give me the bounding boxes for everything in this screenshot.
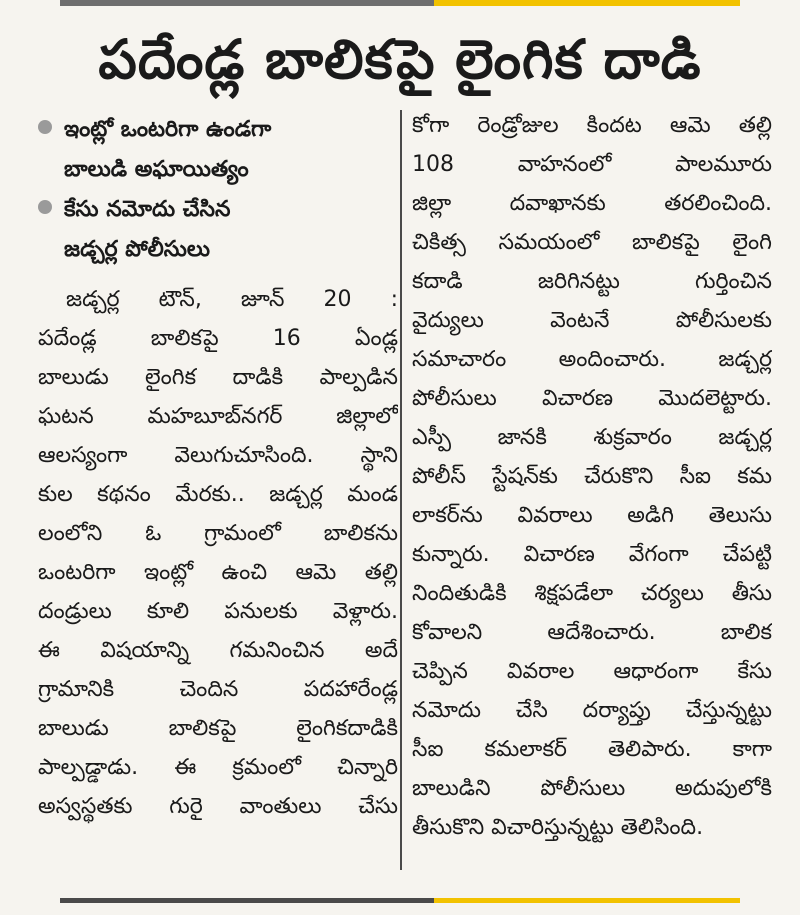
- bullet-dot-icon: [38, 120, 52, 134]
- body-line: జిల్లా దవాఖానకు తరలించింది.: [412, 191, 772, 216]
- body-line: పోలీస్ స్టేషన్‌కు చేరుకొని సీఐ కమ: [412, 464, 772, 489]
- body-line: కదాడి జరిగినట్టు గుర్తించిన: [412, 269, 772, 294]
- body-line: చెప్పిన వివరాల ఆధారంగా కేసు: [412, 659, 772, 684]
- bullet-line: జడ్చర్ల పోలీసులు: [64, 237, 211, 262]
- bullet-line: కేసు నమోదు చేసిన: [64, 197, 231, 222]
- body-line: గ్రామానికి చెందిన పదహారేండ్ల: [38, 677, 398, 702]
- bullet-line: బాలుడి అఘాయిత్యం: [64, 157, 249, 182]
- body-line-last: తీసుకొని విచారిస్తున్నట్టు తెలిసింది.: [412, 815, 704, 840]
- body-line: బాలుడు లైంగిక దాడికి పాల్పడిన: [38, 365, 398, 390]
- body-line: కోగా రెండ్రోజుల కిందట ఆమె తల్లి: [412, 113, 772, 138]
- left-body: [38, 280, 398, 826]
- body-line: ఘటన మహబూబ్‌నగర్ జిల్లాలో: [38, 404, 398, 429]
- dateline: జడ్చర్ల టౌన్, జూన్ 20 :: [66, 287, 398, 312]
- body-line: సీఐ కమలాకర్ తెలిపారు. కాగా: [412, 737, 772, 762]
- body-line: కున్నారు. విచారణ వేగంగా చేపట్టి: [412, 542, 772, 567]
- body-line: దండ్రులు కూలి పనులకు వెళ్లారు.: [38, 599, 398, 624]
- body-line: కుల కథనం మేరకు.. జడ్చర్ల మండ: [38, 482, 398, 507]
- bullet-item: [38, 190, 398, 270]
- column-divider: [400, 110, 402, 870]
- body-line: పదేండ్ల బాలికపై 16 ఏండ్ల: [38, 326, 398, 351]
- bottom-rule: [60, 898, 740, 903]
- headline: పదేండ్ల బాలికపై లైంగిక దాడి: [98, 28, 702, 91]
- body-line: ఆలస్యంగా వెలుగుచూసింది. స్థాని: [38, 443, 398, 468]
- body-line: బాలుడు బాలికపై లైంగికదాడికి: [38, 716, 398, 741]
- body-line: అస్వస్థతకు గురై వాంతులు చేసు: [38, 794, 398, 819]
- body-line: 108 వాహనంలో పాలమూరు: [412, 152, 772, 177]
- body-line: నమోదు చేసి దర్యాప్తు చేస్తున్నట్టు: [412, 698, 772, 723]
- body-line: లాకర్‌ను వివరాలు అడిగి తెలుసు: [412, 503, 772, 528]
- right-column: [412, 106, 772, 847]
- body-line: నిందితుడికి శిక్షపడేలా చర్యలు తీసు: [412, 581, 772, 606]
- bullet-list: [38, 110, 398, 270]
- body-line: వైద్యులు వెంటనే పోలీసులకు: [412, 308, 772, 333]
- body-line: సమాచారం అందించారు. జడ్చర్ల: [412, 347, 772, 372]
- body-line: చికిత్స సమయంలో బాలికపై లైంగి: [412, 230, 772, 255]
- body-line: పోలీసులు విచారణ మొదలెట్టారు.: [412, 386, 772, 411]
- bullet-item: [38, 110, 398, 190]
- body-line: కోవాలని ఆదేశించారు. బాలిక: [412, 620, 772, 645]
- body-line: లంలోని ఓ గ్రామంలో బాలికను: [38, 521, 398, 546]
- body-line: ఈ విషయాన్ని గమనించిన అదే: [38, 638, 398, 663]
- bullet-dot-icon: [38, 200, 52, 214]
- body-line: ఒంటరిగా ఇంట్లో ఉంచి ఆమె తల్లి: [38, 560, 398, 585]
- body-line: పాల్పడ్డాడు. ఈ క్రమంలో చిన్నారి: [38, 755, 398, 780]
- body-line: బాలుడిని పోలీసులు అదుపులోకి: [412, 776, 772, 801]
- body-line: ఎస్పీ జానకి శుక్రవారం జడ్చర్ల: [412, 425, 772, 450]
- left-column: [38, 110, 398, 826]
- top-rule: [60, 0, 740, 6]
- bullet-line: ఇంట్లో ఒంటరిగా ఉండగా: [64, 117, 272, 142]
